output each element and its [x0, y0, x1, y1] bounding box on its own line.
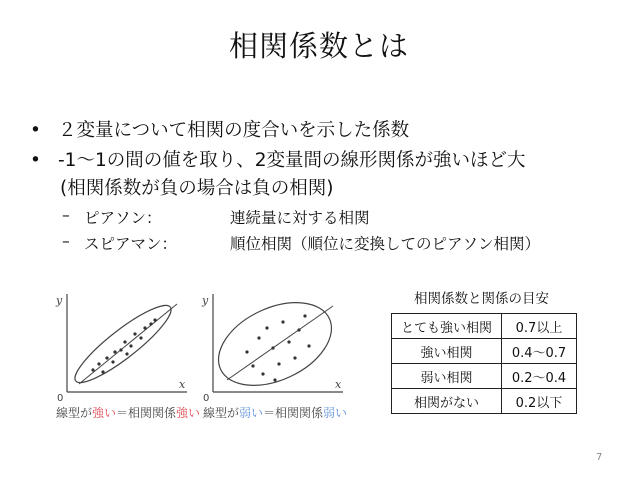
guide-value: 0.2以下 — [502, 389, 577, 414]
guide-value: 0.2～0.4 — [502, 364, 577, 389]
bullet-dot: • — [30, 150, 41, 171]
correlation-guide-table — [391, 313, 577, 414]
sub-bullet-desc: 順位相関（順位に変換してのピアソン相関） — [230, 235, 541, 253]
y-axis-label: y — [56, 294, 63, 307]
bullet-dot: • — [30, 120, 41, 141]
guide-value: 0.7以上 — [502, 314, 577, 339]
scatter-plot-strong — [55, 288, 195, 402]
table-row — [392, 364, 577, 389]
caption-weak — [203, 404, 347, 421]
caption-suffix: 強い — [176, 406, 201, 420]
sub-bullet-term: スピアマン： — [84, 235, 178, 253]
x-axis-label: x — [335, 378, 342, 391]
guide-label: 相関がない — [392, 389, 502, 414]
table-row — [392, 339, 577, 364]
caption-mid: ＝相関関係 — [116, 406, 177, 420]
caption-key: 弱い — [239, 406, 264, 420]
x-axis-label: x — [179, 378, 186, 391]
caption-prefix: 線型が — [56, 406, 93, 420]
slide-title: 相関係数とは — [228, 29, 409, 63]
origin-label: 0 — [57, 393, 64, 402]
guide-value: 0.4～0.7 — [502, 339, 577, 364]
caption-prefix: 線型が — [203, 406, 240, 420]
caption-key: 強い — [92, 406, 117, 420]
guide-title: 相関係数と関係の目安 — [414, 291, 549, 307]
page-number: 7 — [596, 452, 603, 463]
caption-strong — [56, 404, 200, 421]
data-ellipse — [67, 296, 179, 392]
scatter-plot-weak — [201, 288, 351, 402]
trend-line — [79, 304, 177, 384]
sub-bullet-dash: – — [62, 206, 70, 224]
sub-bullet-dash: – — [62, 232, 70, 250]
sub-bullet-desc: 連続量に対する相関 — [230, 209, 370, 227]
data-ellipse — [205, 288, 344, 402]
guide-label: 強い相関 — [392, 339, 502, 364]
bullet-text: ２変量について相関の度合いを示した係数 — [58, 120, 410, 141]
y-axis-label: y — [202, 294, 209, 307]
bullet-continuation: (相関係数が負の場合は負の相関) — [60, 178, 334, 199]
table-row — [392, 389, 577, 414]
bullet-text: -1～1の間の値を取り、2変量間の線形関係が強いほど大 — [58, 150, 526, 171]
guide-label: 弱い相関 — [392, 364, 502, 389]
trend-line — [227, 306, 333, 380]
guide-label: とても強い相関 — [392, 314, 502, 339]
table-row — [392, 314, 577, 339]
sub-bullet-term: ピアソン： — [84, 209, 162, 227]
origin-label: 0 — [203, 393, 210, 402]
caption-mid: ＝相関関係 — [263, 406, 324, 420]
caption-suffix: 弱い — [323, 406, 348, 420]
